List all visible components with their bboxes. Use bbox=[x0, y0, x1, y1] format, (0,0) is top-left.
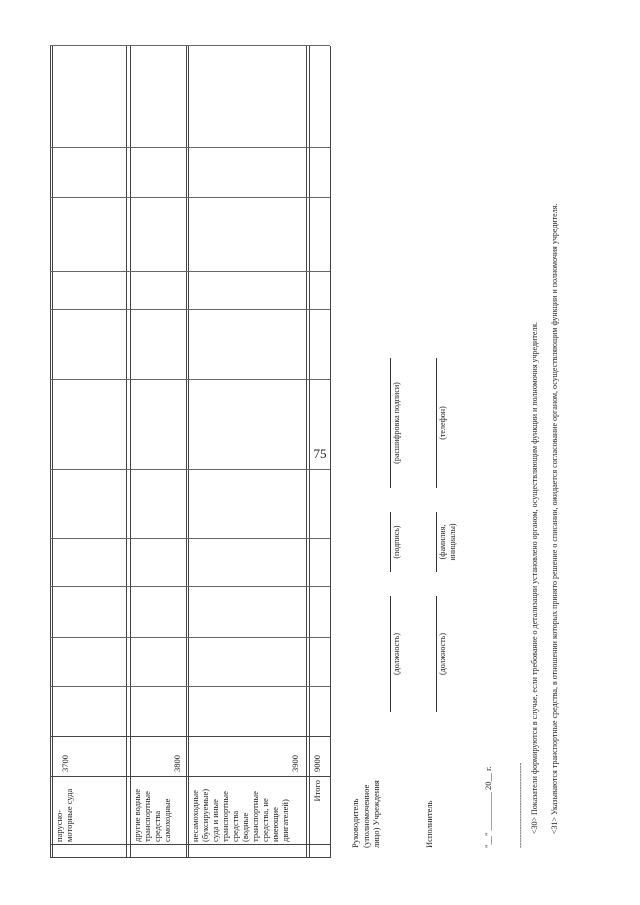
footnote-31: <31> Указываются транспортные средства, в отношении которых принято решение о списании, ожидается согласование органом, осуществляющим функции и полномочия учредителя. bbox=[550, 203, 559, 834]
rotated-page bbox=[50, 46, 590, 858]
executor-phone-caption: (телефон) bbox=[438, 406, 447, 440]
row-code: 3700 bbox=[60, 755, 70, 772]
executor-position-caption: (должность) bbox=[438, 633, 447, 675]
row-code: 3800 bbox=[172, 755, 182, 772]
head-signature-caption: (подпись) bbox=[392, 525, 401, 559]
executor-name-caption: (фамилия, инициалы) bbox=[438, 523, 457, 561]
head-position-caption: (должность) bbox=[392, 633, 401, 675]
date-line: "__" _________ 20__ г. bbox=[483, 766, 493, 848]
data-table bbox=[50, 46, 320, 858]
page-number: 75 bbox=[313, 446, 327, 461]
row-code: 3900 bbox=[290, 755, 300, 772]
head-label: Руководитель (уполномоченное лицо) Учреждения bbox=[350, 780, 381, 848]
head-decoding-caption: (расшифровка подписи) bbox=[392, 382, 401, 464]
row-label: другие водные транспортные средства самоходные bbox=[132, 789, 172, 842]
total-code: 9000 bbox=[312, 755, 322, 772]
row-label: парусно-моторные суда bbox=[54, 788, 74, 842]
row-label: несамоходные (буксируемые) суда и иные транспортные средства (водные транспортные средства, не имеющие двигателей) bbox=[190, 788, 290, 842]
total-label: Итого bbox=[312, 780, 322, 802]
executor-label: Исполнитель bbox=[424, 800, 434, 848]
footnote-30: <30> Показатели формируются в случае, если требование о детализации установлено органом, осуществляющим функции и полномочия учредителя. bbox=[530, 321, 539, 834]
footnote-separator: -------------------------------- bbox=[516, 762, 525, 848]
